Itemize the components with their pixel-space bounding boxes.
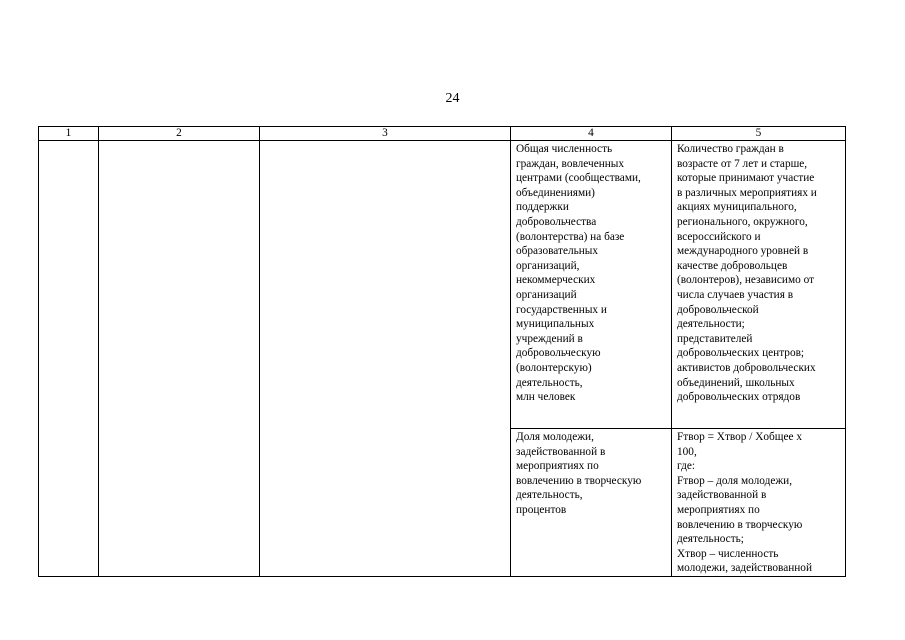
page-number: 24 [445,91,460,106]
cell-col2 [99,141,260,577]
cell-col1 [39,141,99,577]
column-header-1: 1 [39,127,99,141]
indicator-name-cell [511,141,672,429]
table-row [39,141,846,429]
column-header-4: 4 [511,127,672,141]
table-header-row [39,127,846,141]
cell-col3 [260,141,511,577]
indicator-method-text: Fтвор = Xтвор / Xобщее х 100, где: Fтвор – доля молодежи, задействованной в мероприятиях по вовлечению в творческую деятельность; Xтвор – численность молодежи, задействованной [677,431,812,575]
indicator-method-cell [672,141,846,429]
column-header-5: 5 [672,127,846,141]
column-header-3: 3 [260,127,511,141]
indicator-name-text: Общая численность граждан, вовлеченных центрами (сообществами, объединениями) поддержки добровольчества (волонтерства) на базе образовательных организаций, некоммерческих организаций государственных и муниципальных учреждений в добровольческую (волонтерскую) деятельность, млн человек [516,143,641,404]
indicator-name-text: Доля молодежи, задействованной в мероприятиях по вовлечению в творческую деятельность, процентов [516,431,642,516]
indicator-name-cell [511,429,672,577]
column-header-2: 2 [99,127,260,141]
indicator-method-text: Количество граждан в возрасте от 7 лет и старше, которые принимают участие в различных мероприятиях и акциях муниципального, регионального, окружного, всероссийского и международного уровней в качестве добровольцев (волонтеров), независимо от числа случаев участия в добровольческой деятельности; представителей добровольческих центров; активистов добровольческих объединений, школьных добровольческих отрядов [677,143,817,404]
indicator-table [38,126,846,577]
indicator-method-cell [672,429,846,577]
